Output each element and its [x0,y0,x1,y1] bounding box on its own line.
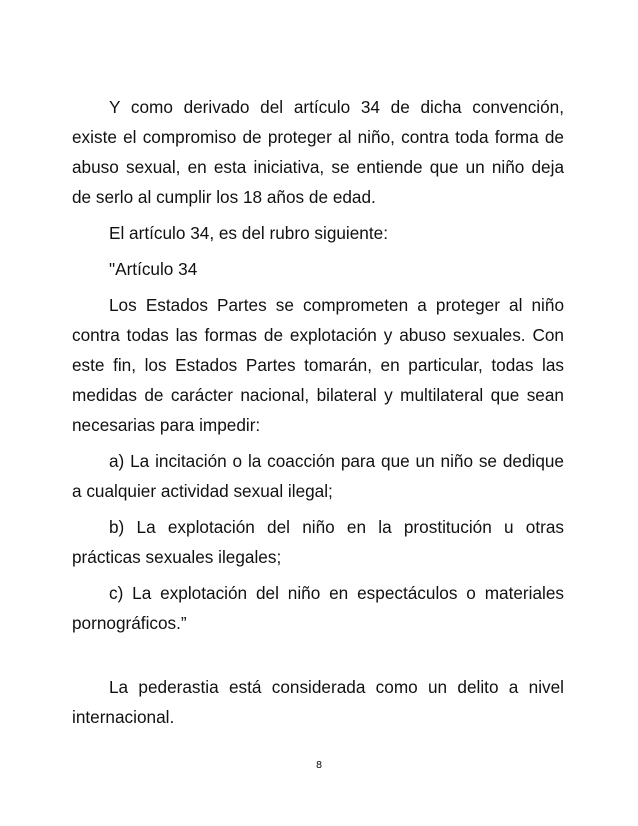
page-number: 8 [315,760,323,771]
paragraph-convention-commitment: Y como derivado del artículo 34 de dicha convención, existe el compromiso de proteger al niño, contra toda forma de abuso sexual, en esta iniciativa, se entiende que un niño deja de serlo al cumplir los 18 años de edad. [72,97,564,207]
paragraph-article-intro: El artículo 34, es del rubro siguiente: [109,223,388,243]
list-item-c: c) La explotación del niño en espectáculos o materiales pornográficos.” [72,583,564,633]
document-body [72,92,564,738]
list-item-b: b) La explotación del niño en la prostitución u otras prácticas sexuales ilegales; [72,517,564,567]
list-item-a: a) La incitación o la coacción para que un niño se dedique a cualquier actividad sexual ilegal; [72,451,564,501]
paragraph-pederasty: La pederastia está considerada como un delito a nivel internacional. [72,677,564,727]
paragraph-states-parties: Los Estados Partes se comprometen a proteger al niño contra todas las formas de explotación y abuso sexuales. Con este fin, los Estados Partes tomarán, en particular, todas las medidas de carácter nacional, bilateral y multilateral que sean necesarias para impedir: [72,295,564,435]
paragraph-article-heading: "Artículo 34 [109,259,198,279]
